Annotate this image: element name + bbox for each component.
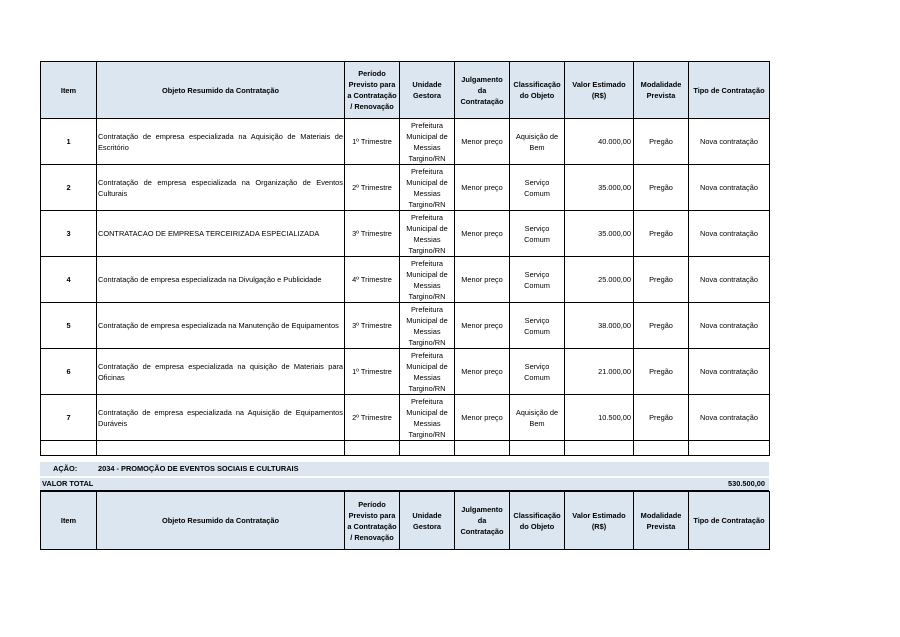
cell-modalidade: Pregão — [634, 257, 689, 303]
cell-modalidade: Pregão — [634, 303, 689, 349]
cell-unidade: Prefeitura Municipal de Messias Targino/RN — [400, 303, 455, 349]
col-header-objeto: Objeto Resumido da Contratação — [97, 62, 345, 119]
cell-julgamento: Menor preço — [455, 165, 510, 211]
cell-unidade: Prefeitura Municipal de Messias Targino/RN — [400, 257, 455, 303]
cell-classificacao: Serviço Comum — [510, 257, 565, 303]
cell-objeto: Contratação de empresa especializada na Manutenção de Equipamentos — [97, 303, 345, 349]
cell-tipo: Nova contratação — [689, 257, 770, 303]
table-row — [41, 257, 770, 303]
table-row — [41, 119, 770, 165]
cell-valor: 10.500,00 — [565, 395, 634, 441]
valor-total-label: VALOR TOTAL — [42, 479, 94, 488]
cell-julgamento: Menor preço — [455, 119, 510, 165]
col-header-classificacao: Classificação do Objeto — [510, 62, 565, 119]
table-row — [41, 165, 770, 211]
cell-classificacao: Aquisição de Bem — [510, 395, 565, 441]
cell-periodo: 3º Trimestre — [345, 211, 400, 257]
contracts-table — [40, 61, 770, 456]
col-header-classificacao: Classificação do Objeto — [510, 492, 565, 550]
cell-valor: 40.000,00 — [565, 119, 634, 165]
cell-modalidade: Pregão — [634, 211, 689, 257]
cell-modalidade: Pregão — [634, 165, 689, 211]
acao-bar — [40, 462, 769, 476]
cell-tipo: Nova contratação — [689, 165, 770, 211]
cell-valor: 35.000,00 — [565, 211, 634, 257]
col-header-valor: Valor Estimado (R$) — [565, 492, 634, 550]
cell-classificacao: Serviço Comum — [510, 211, 565, 257]
cell-tipo: Nova contratação — [689, 119, 770, 165]
cell-valor: 38.000,00 — [565, 303, 634, 349]
cell-periodo: 2º Trimestre — [345, 165, 400, 211]
col-header-item: Item — [41, 492, 97, 550]
table-row — [41, 349, 770, 395]
cell-unidade: Prefeitura Municipal de Messias Targino/RN — [400, 119, 455, 165]
empty-row — [41, 441, 770, 456]
cell-periodo: 1º Trimestre — [345, 119, 400, 165]
col-header-periodo: Período Previsto para a Contratação / Renovação — [345, 62, 400, 119]
col-header-julgamento: Julgamento da Contratação — [455, 492, 510, 550]
cell-valor: 35.000,00 — [565, 165, 634, 211]
cell-tipo: Nova contratação — [689, 211, 770, 257]
table-row — [41, 303, 770, 349]
cell-modalidade: Pregão — [634, 349, 689, 395]
cell-item: 6 — [41, 349, 97, 395]
valor-total-value: 530.500,00 — [728, 479, 765, 488]
cell-item: 1 — [41, 119, 97, 165]
cell-tipo: Nova contratação — [689, 349, 770, 395]
cell-modalidade: Pregão — [634, 119, 689, 165]
cell-julgamento: Menor preço — [455, 395, 510, 441]
cell-julgamento: Menor preço — [455, 303, 510, 349]
col-header-periodo: Período Previsto para a Contratação / Renovação — [345, 492, 400, 550]
col-header-julgamento: Julgamento da Contratação — [455, 62, 510, 119]
cell-tipo: Nova contratação — [689, 303, 770, 349]
table-header-row — [41, 62, 770, 119]
cell-item: 3 — [41, 211, 97, 257]
table-header-row — [41, 492, 770, 550]
col-header-modalidade: Modalidade Prevista — [634, 62, 689, 119]
cell-periodo: 3º Trimestre — [345, 303, 400, 349]
cell-objeto: Contratação de empresa especializada na Aquisição de Equipamentos Duráveis — [97, 395, 345, 441]
col-header-modalidade: Modalidade Prevista — [634, 492, 689, 550]
col-header-unidade: Unidade Gestora — [400, 62, 455, 119]
acao-text: 2034 - PROMOÇÃO DE EVENTOS SOCIAIS E CULTURAIS — [98, 464, 299, 473]
col-header-tipo: Tipo de Contratação — [689, 62, 770, 119]
cell-classificacao: Serviço Comum — [510, 165, 565, 211]
cell-unidade: Prefeitura Municipal de Messias Targino/RN — [400, 165, 455, 211]
cell-item: 4 — [41, 257, 97, 303]
cell-classificacao: Serviço Comum — [510, 303, 565, 349]
acao-label: AÇÃO: — [53, 464, 78, 473]
cell-unidade: Prefeitura Municipal de Messias Targino/RN — [400, 395, 455, 441]
cell-objeto: Contratação de empresa especializada na Aquisição de Materiais de Escritório — [97, 119, 345, 165]
cell-periodo: 2º Trimestre — [345, 395, 400, 441]
cell-valor: 21.000,00 — [565, 349, 634, 395]
cell-item: 2 — [41, 165, 97, 211]
cell-objeto: Contratação de empresa especializada na Organização de Eventos Culturais — [97, 165, 345, 211]
cell-tipo: Nova contratação — [689, 395, 770, 441]
cell-periodo: 1º Trimestre — [345, 349, 400, 395]
col-header-tipo: Tipo de Contratação — [689, 492, 770, 550]
cell-item: 7 — [41, 395, 97, 441]
table-row — [41, 211, 770, 257]
cell-objeto: CONTRATACAO DE EMPRESA TERCEIRIZADA ESPECIALIZADA — [97, 211, 345, 257]
cell-periodo: 4º Trimestre — [345, 257, 400, 303]
col-header-unidade: Unidade Gestora — [400, 492, 455, 550]
cell-julgamento: Menor preço — [455, 211, 510, 257]
cell-unidade: Prefeitura Municipal de Messias Targino/RN — [400, 211, 455, 257]
next-section-table — [40, 491, 770, 550]
col-header-objeto: Objeto Resumido da Contratação — [97, 492, 345, 550]
col-header-valor: Valor Estimado (R$) — [565, 62, 634, 119]
cell-objeto: Contratação de empresa especializada na Divulgação e Publicidade — [97, 257, 345, 303]
cell-julgamento: Menor preço — [455, 257, 510, 303]
cell-item: 5 — [41, 303, 97, 349]
valor-total-bar — [40, 478, 769, 491]
cell-unidade: Prefeitura Municipal de Messias Targino/RN — [400, 349, 455, 395]
cell-classificacao: Serviço Comum — [510, 349, 565, 395]
col-header-item: Item — [41, 62, 97, 119]
cell-classificacao: Aquisição de Bem — [510, 119, 565, 165]
cell-objeto: Contratação de empresa especializada na quisição de Materiais para Oficinas — [97, 349, 345, 395]
cell-valor: 25.000,00 — [565, 257, 634, 303]
table-row — [41, 395, 770, 441]
cell-julgamento: Menor preço — [455, 349, 510, 395]
cell-modalidade: Pregão — [634, 395, 689, 441]
